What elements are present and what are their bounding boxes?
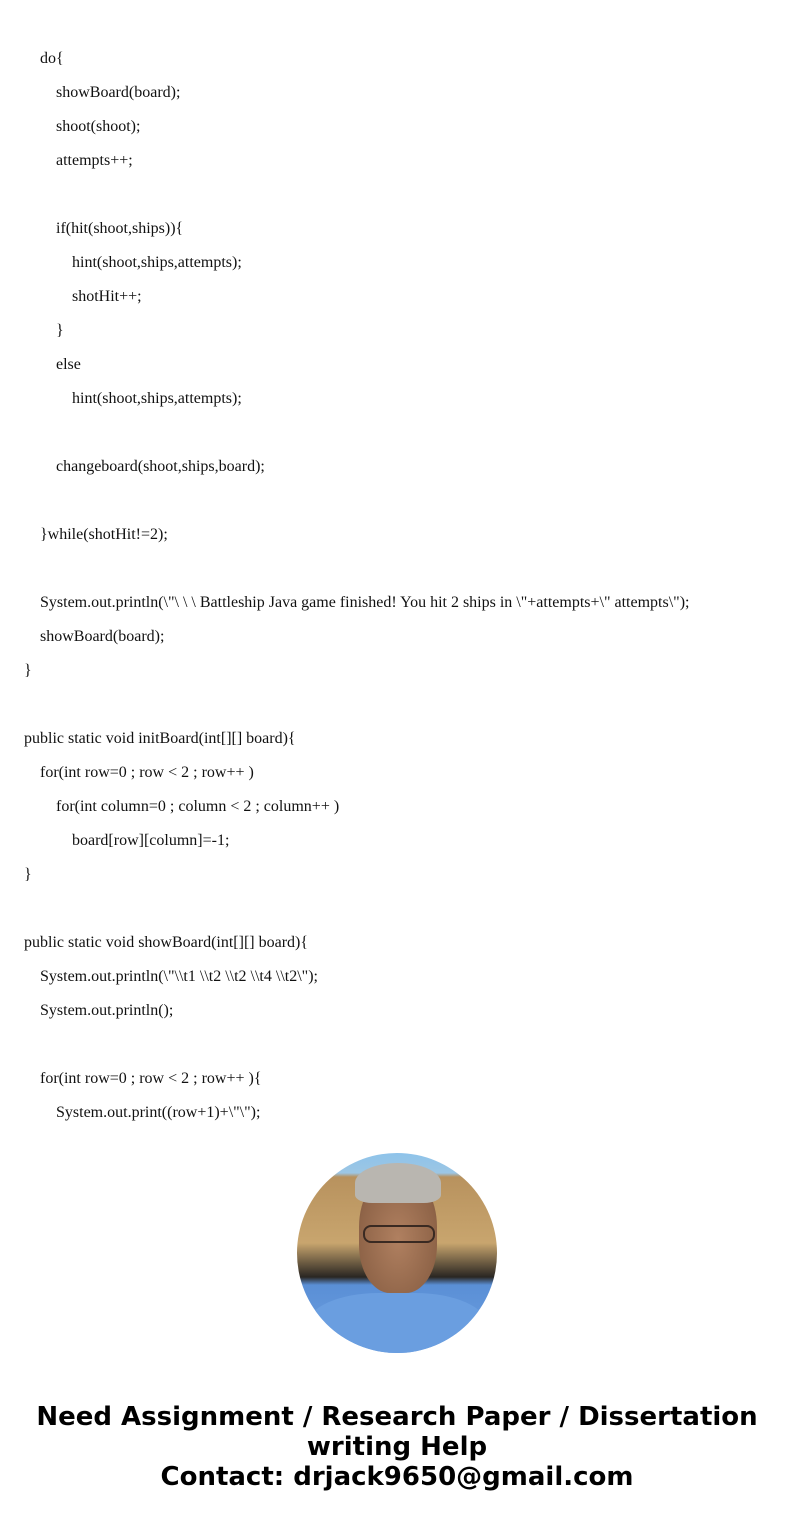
photo-glasses bbox=[363, 1225, 435, 1243]
promo-line-2: writing Help bbox=[306, 1432, 488, 1462]
code-line: hint(shoot,ships,attempts); bbox=[72, 254, 242, 271]
author-photo bbox=[297, 1153, 497, 1353]
code-line: do{ bbox=[40, 50, 64, 67]
code-line: if(hit(shoot,ships)){ bbox=[56, 220, 184, 237]
code-line: else bbox=[56, 356, 81, 373]
code-line: } bbox=[24, 662, 32, 679]
code-line: } bbox=[56, 322, 64, 339]
code-line: attempts++; bbox=[56, 152, 133, 169]
code-line: hint(shoot,ships,attempts); bbox=[72, 390, 242, 407]
code-line: showBoard(board); bbox=[56, 84, 181, 101]
code-line: public static void initBoard(int[][] board){ bbox=[24, 730, 296, 747]
code-line: changeboard(shoot,ships,board); bbox=[56, 458, 265, 475]
code-line: }while(shotHit!=2); bbox=[40, 526, 168, 543]
code-line: showBoard(board); bbox=[40, 628, 165, 645]
code-line: shoot(shoot); bbox=[56, 118, 141, 135]
code-line: board[row][column]=-1; bbox=[72, 832, 230, 849]
code-line: System.out.println(); bbox=[40, 1002, 174, 1019]
promo-banner bbox=[0, 1402, 794, 1492]
code-line: for(int column=0 ; column < 2 ; column++ ) bbox=[56, 798, 340, 815]
code-line: public static void showBoard(int[][] board){ bbox=[24, 934, 309, 951]
code-line: System.out.print((row+1)+\"\"); bbox=[56, 1104, 261, 1121]
promo-contact: Contact: drjack9650@gmail.com bbox=[160, 1462, 634, 1492]
code-line: System.out.println(\"\\t1 \\t2 \\t2 \\t4 \\t2\"); bbox=[40, 968, 318, 985]
code-line: for(int row=0 ; row < 2 ; row++ ) bbox=[40, 764, 254, 781]
photo-hair bbox=[355, 1163, 441, 1203]
code-line: } bbox=[24, 866, 32, 883]
photo-shirt bbox=[307, 1293, 487, 1353]
code-line: shotHit++; bbox=[72, 288, 142, 305]
promo-line-1: Need Assignment / Research Paper / Dissertation bbox=[36, 1402, 758, 1432]
code-line: System.out.println(\"\ \ \ Battleship Java game finished! You hit 2 ships in \"+attempts+\" attempts\"); bbox=[40, 594, 690, 611]
code-line: for(int row=0 ; row < 2 ; row++ ){ bbox=[40, 1070, 262, 1087]
